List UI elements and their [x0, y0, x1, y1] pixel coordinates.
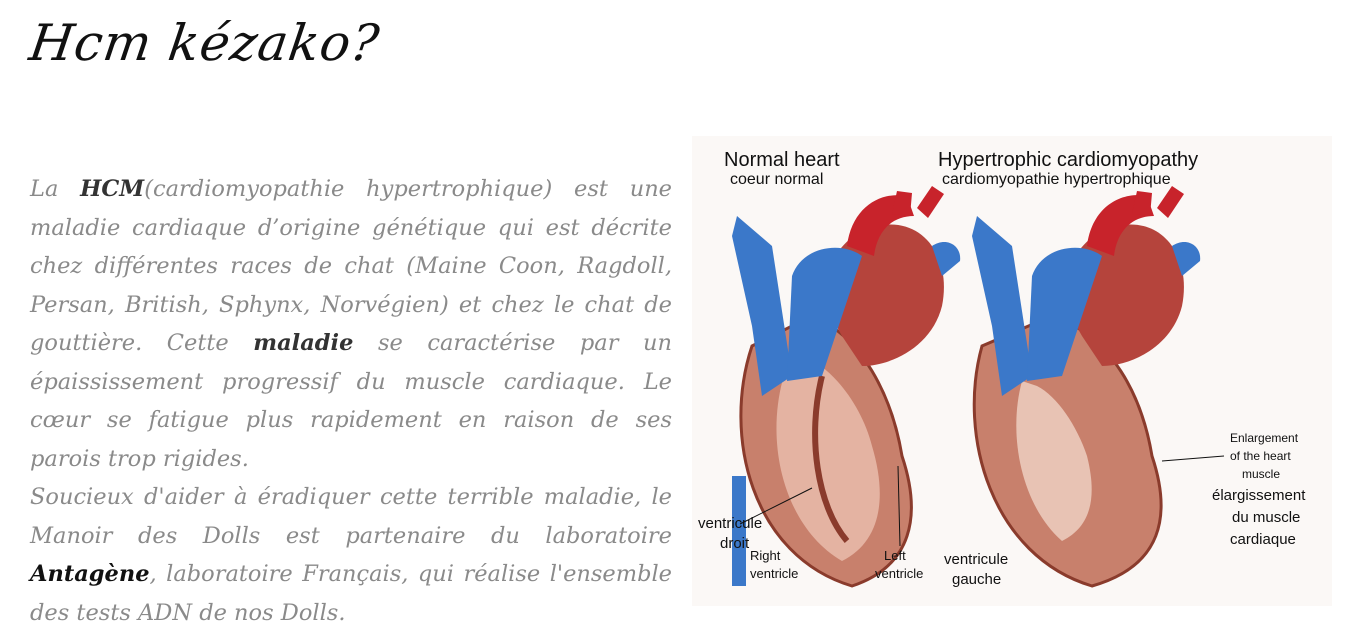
hcm-title: Hypertrophic cardiomyopathy [938, 149, 1199, 171]
text-span: se caractérise par un épaississement progressif du muscle cardiaque. Le cœur se fatigue plus rapidement en raison de ses parois trop rigides. [30, 330, 672, 472]
intro-paragraph-1 [30, 170, 672, 478]
label-enlargement-3: muscle [1242, 467, 1281, 481]
hcm-term: HCM [80, 176, 145, 202]
label-left-ventricle-2: ventricle [875, 566, 924, 581]
antagene-link[interactable]: Antagène [30, 561, 150, 587]
label-ventricule-gauche-2: gauche [952, 571, 1002, 588]
hcm-subtitle: cardiomyopathie hypertrophique [942, 171, 1171, 188]
heart-diagram [692, 136, 1332, 606]
normal-heart-subtitle: coeur normal [730, 171, 824, 188]
label-left-ventricle-1: Left [884, 548, 906, 563]
normal-heart-title: Normal heart [724, 149, 840, 171]
label-elargissement-2: du muscle [1232, 509, 1301, 526]
label-right-ventricle-1: Right [750, 548, 781, 563]
label-right-ventricle-2: ventricle [750, 566, 799, 581]
intro-text [30, 170, 672, 632]
label-enlargement-2: of the heart [1230, 449, 1291, 463]
text-span: , laboratoire Français, qui réalise l'ensemble des tests ADN de nos Dolls. [30, 561, 672, 626]
label-ventricule-gauche-1: ventricule [944, 551, 1009, 568]
page-title: Hcm kézako? [25, 14, 384, 72]
label-ventricule-droit-1: ventricule [698, 515, 763, 532]
text-span: (cardiomyopathie hypertrophique) est une maladie cardiaque d’origine génétique qui est décrite chez différentes races de chat (Maine Coon, Ragdoll, Persan, British, Sphynx, Norvégien) et chez le chat de gouttière. Cette [30, 176, 672, 356]
text-span: La [30, 176, 81, 202]
intro-paragraph-2 [30, 478, 672, 632]
label-ventricule-droit-2: droit [720, 535, 750, 552]
heart-diagram-image [692, 136, 1332, 606]
text-span: Soucieux d'aider à éradiquer cette terrible maladie, le Manoir des Dolls est partenaire du laboratoire [30, 484, 672, 549]
maladie-link[interactable]: maladie [253, 330, 354, 356]
label-elargissement-1: élargissement [1212, 487, 1306, 504]
label-enlargement-1: Enlargement [1230, 431, 1299, 445]
label-elargissement-3: cardiaque [1230, 531, 1296, 548]
